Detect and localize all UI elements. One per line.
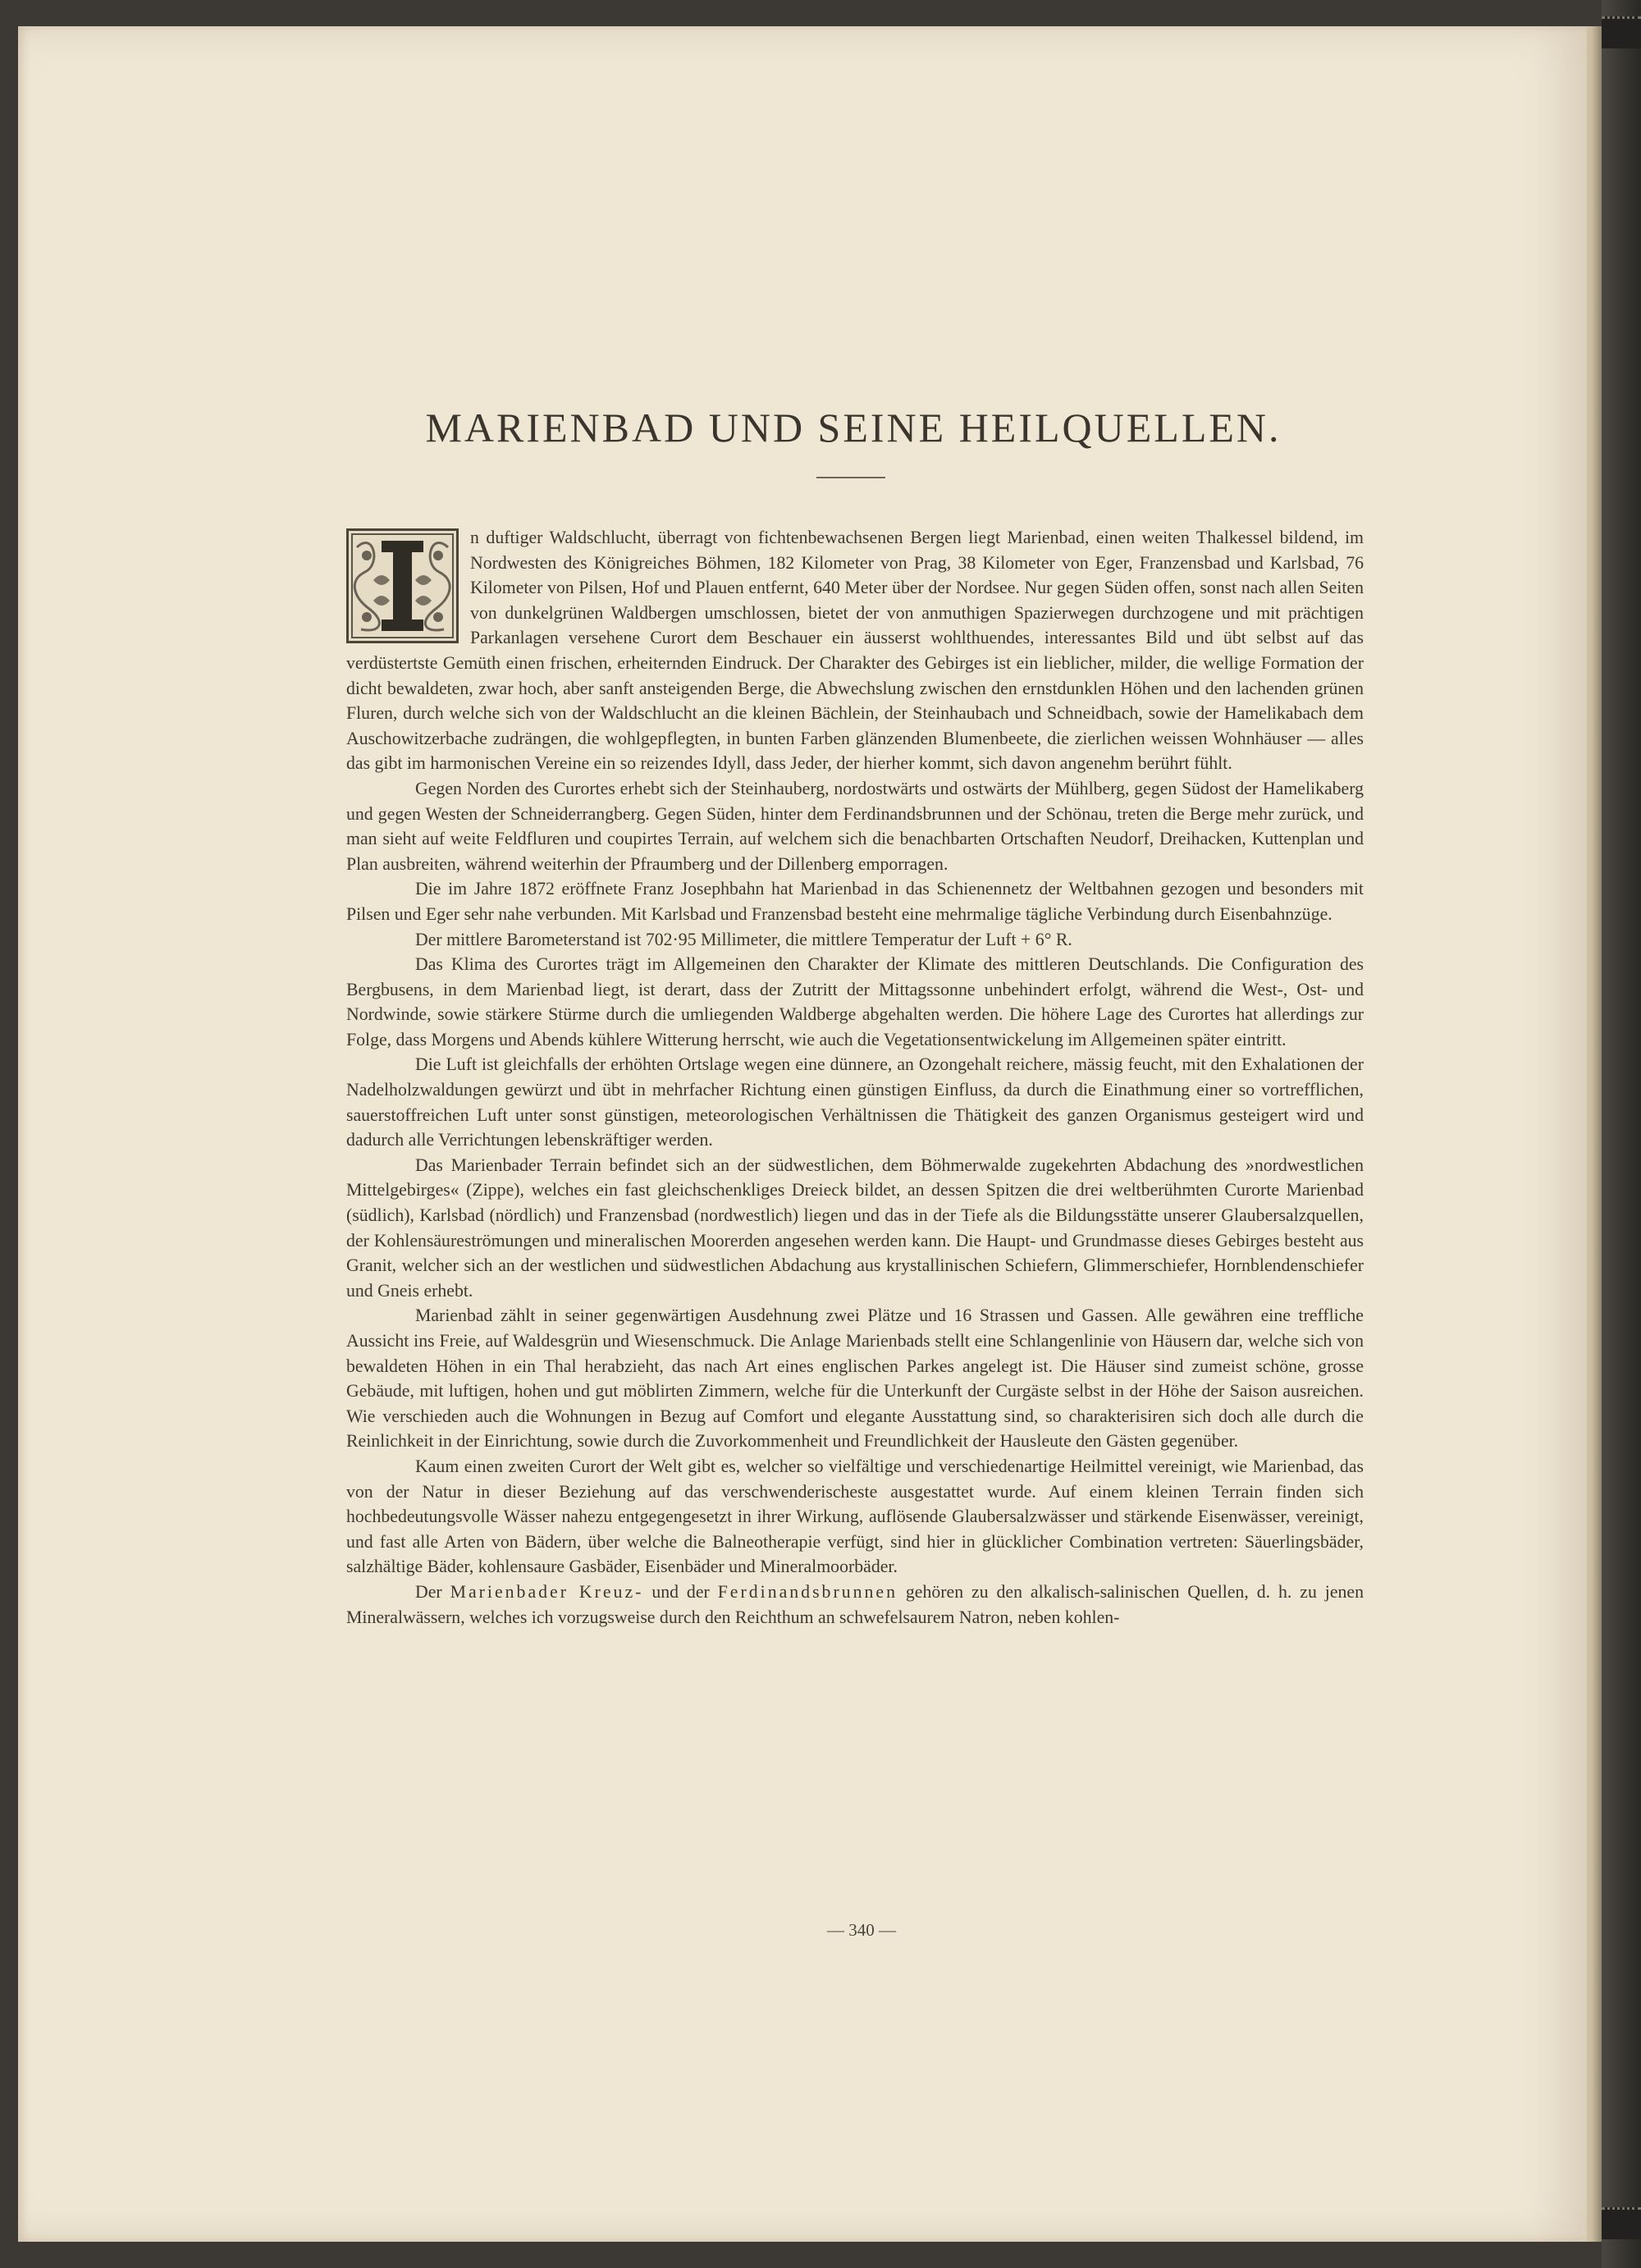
book-binding (1602, 0, 1641, 2268)
paragraph: Marienbad zählt in seiner gegenwärtigen Ausdehnung zwei Plätze und 16 Strassen und Gassen. Alle gewähren eine treffliche Aussicht ins Freie, auf Waldesgrün und Wiesenschmuck. Die Anlage Marienbads stellt eine Schlangenlinie von Häusern dar, welche sich von bewaldeten Höhen in ein Thal herabzieht, das nach Art eines englischen Parkes angelegt ist. Die Häuser sind zumeist schöne, grosse Gebäude, mit luftigen, hohen und gut möblirten Zimmern, welche für die Unterkunft der Curgäste selbst in der Höhe der Saison ausreichen. Wie verschieden auch die Wohnungen in Bezug auf Comfort und elegante Ausstattung sind, so charakterisiren sich doch alle durch die Reinlichkeit in der Einrichtung, sowie durch die Zuvorkommenheit und Freundlichkeit der Hausleute den Gästen gegenüber. (346, 1305, 1364, 1452)
page-title: MARIENBAD UND SEINE HEILQUELLEN. (425, 405, 1282, 450)
text-rest: gehören zu den alkalisch-salinischen Quellen, d. h. zu jenen Mineralwässern, welches ich vorzugsweise durch den Reichthum an schwefelsaurem Natron, neben kohlen- (346, 1581, 1364, 1627)
spaced-term-kreuzbrunnen: Marienbader Kreuz- (450, 1581, 644, 1602)
page-number: — 340 — (827, 1920, 896, 1940)
paragraph: Die im Jahre 1872 eröffnete Franz Josephbahn hat Marienbad in das Schienennetz der Weltbahnen gezogen und besonders mit Pilsen und Eger sehr nahe verbunden. Mit Karlsbad und Franzensbad besteht eine mehrmalige tägliche Verbindung durch Eisenbahnzüge. (346, 879, 1364, 924)
paragraph: Die Luft ist gleichfalls der erhöhten Ortslage wegen eine dünnere, an Ozongehalt reichere, mässig feucht, mit den Exhalationen der Nadelholzwaldungen gewürzt und übt in mehrfacher Richtung einen günstigen Einfluss, da durch die Einathmung einer so vortrefflichen, sauerstoffreichen Luft unter sonst günstigen, meteorologischen Verhältnissen die Thätigkeit des ganzen Organismus gesteigert wird und dadurch alle Verrichtungen lebenskräftiger werden. (346, 1054, 1364, 1150)
body-text (346, 525, 1364, 1630)
title-divider (816, 477, 885, 478)
binding-tab (1602, 2207, 1641, 2239)
paragraph: Gegen Norden des Curortes erhebt sich der Steinhauberg, nordostwärts und ostwärts der Mühlberg, gegen Südost der Hamelikaberg und gegen Westen der Schneiderrangberg. Gegen Süden, hinter dem Ferdinandsbrunnen und der Schönau, treten die Berge mehr zurück, und man sieht auf weite Feldfluren und coupirtes Terrain, auf welchem sich die benachbarten Ortschaften Neudorf, Dreihacken, Kuttenplan und Plan ausbreiten, während weiterhin der Pfraumberg und der Dillenberg emporragen. (346, 778, 1364, 874)
paragraph: Der mittlere Barometerstand ist 702·95 Millimeter, die mittlere Temperatur der Luft + 6° R. (415, 929, 1072, 949)
paragraph: Kaum einen zweiten Curort der Welt gibt es, welcher so vielfältige und verschiedenartige Heilmittel vereinigt, wie Marienbad, das von der Natur in dieser Beziehung auf das verschwenderischeste ausgestattet wurde. Auf einem kleinen Terrain finden sich hochbedeutungsvolle Wässer nahezu entgegengesetzt in ihrer Wirkung, auflösende Glaubersalzwässer und stärkende Eisenwässer, vereinigt, und fast alle Arten von Bädern, über welche die Balneotherapie verfügt, sind hier in glücklicher Combination vertreten: Säuerlingsbäder, salzhältige Bäder, kohlensaure Gasbäder, Eisenbäder und Mineralmoorbäder. (346, 1456, 1364, 1577)
text-mid: und der (651, 1581, 710, 1602)
paragraph: Das Marienbader Terrain befindet sich an der südwestlichen, dem Böhmerwalde zugekehrten Abdachung des »nordwestlichen Mittelgebirges« (Zippe), welches ein fast gleichschenkliges Dreieck bildet, an dessen Spitzen die drei weltberühmten Curorte Marienbad (südlich), Karlsbad (nördlich) und Franzensbad (nordwestlich) liegen und das in der Tiefe als die Bildungsstätte unserer Glaubersalzquellen, der Kohlensäureströmungen und mineralischen Moorerden angesehen werden kann. Die Haupt- und Grundmasse dieses Gebirges besteht aus Granit, welcher sich an der westlichen und südwestlichen Abdachung aus krystallinischen Schiefern, Glimmerschiefer, Hornblendenschiefer und Gneis erhebt. (346, 1155, 1364, 1301)
ornament-icon (349, 531, 456, 641)
spaced-term-ferdinandsbrunnen: Ferdinandsbrunnen (717, 1581, 898, 1602)
paragraph (346, 525, 1364, 776)
paragraph-text: n duftiger Waldschlucht, überragt von fichtenbewachsenen Bergen liegt Marienbad, einen weiten Thalkessel bildend, im Nordwesten des Königreiches Böhmen, 182 Kilometer von Prag, 38 Kilometer von Eger, Franzensbad und Karlsbad, 76 Kilometer von Pilsen, Hof und Plauen entfernt, 640 Meter über der Nordsee. Nur gegen Süden offen, sonst nach allen Seiten von dunkelgrünen Waldbergen umschlossen, bietet der von anmuthigen Spazierwegen durchzogene und mit prächtigen Parkanlagen versehene Curort dem Beschauer ein äusserst wohlthuendes, interessantes Bild und übt selbst auf das verdüstertste Gemüth einen frischen, erheiternden Eindruck. Der Charakter des Gebirges ist ein lieblicher, milder, die wellige Formation der dicht bewaldeten, zwar hoch, aber sanft ansteigenden Berge, die Abwechslung zwischen den ernstdunklen Höhen und den lachenden grünen Fluren, durch welche sich von der Waldschlucht an die kleinen Bächlein, der Steinhaubach und Schneidbach, sowie der Hamelikabach dem Auschowitzerbache zudrängen, die wohlgepflegten, in bunten Farben glänzenden Blumenbeete, die zierlichen weissen Wohnhäuser — alles das gibt im harmonischen Vereine ein so reizendes Idyll, dass Jeder, der hierher kommt, sich davon angenehm berührt fühlt. (346, 528, 1364, 774)
paragraph-last (346, 1580, 1364, 1630)
ornamental-initial (346, 528, 459, 643)
paragraph: Das Klima des Curortes trägt im Allgemeinen den Charakter der Klimate des mittleren Deutschlands. Die Configuration des Bergbusens, in dem Marienbad liegt, ist derart, dass der Zutritt der Mittagssonne unbehindert erfolgt, während die West-, Ost- und Nordwinde, sowie stärkere Stürme durch die umliegenden Waldberge abgehalten werden. Die höhere Lage des Curortes hat allerdings zur Folge, dass Morgens und Abends kühlere Witterung herrscht, wie auch die Vegetationsentwickelung im Allgemeinen später eintritt. (346, 954, 1364, 1049)
text-lead: Der (415, 1581, 442, 1602)
binding-tab (1602, 16, 1641, 48)
